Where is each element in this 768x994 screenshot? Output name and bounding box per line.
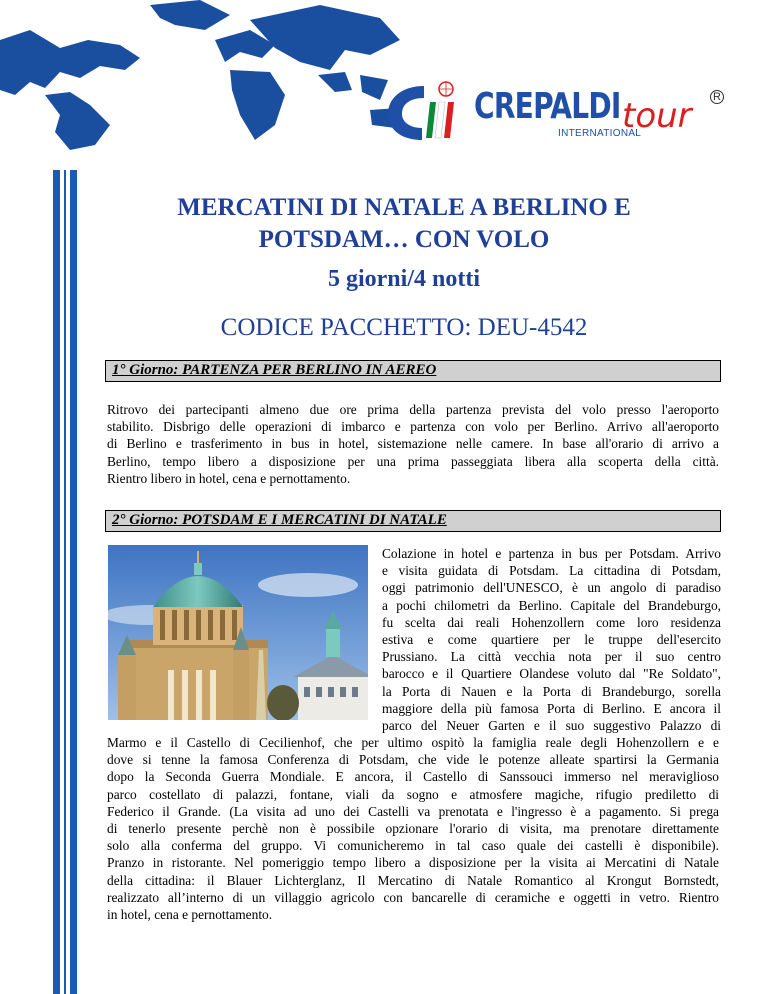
text-line: Pranzo in ristorante. Nel pomeriggio tempo libero a disposizione per la visita ai Mercatini di Natale (107, 855, 719, 871)
text-line: realizzato all’interno di un villaggio agricolo con bancarelle di ceramiche e oggetti in vetro. Rientro (107, 889, 719, 905)
text-line: solo alla conferma del gruppo. Vi comunicheremo in tal caso quale dei castelli è disponibile). (107, 838, 719, 854)
text-line: Berlino, tempo libero a disposizione per una prima passeggiata libera alla scoperta della città. (107, 453, 719, 469)
text-line: e visita guidata di Potsdam. La cittadina di Potsdam, (382, 563, 721, 579)
text-line: barocco e il Quartiere Olandese voluto dal "Re Soldato", (382, 666, 721, 682)
day-1-description (107, 401, 719, 487)
brand-name: CREPALDI (474, 86, 621, 127)
trip-duration: 5 giorni/4 notti (327, 266, 480, 292)
stripe (70, 170, 77, 994)
crepaldi-tour-logo (384, 80, 744, 144)
package-code: CODICE PACCHETTO: DEU-4542 (220, 314, 588, 341)
title-line: MERCATINI DI NATALE A BERLINO E (177, 194, 631, 221)
text-line: dopo la Seconda Guerra Mondiale. E ancora, il Castello di Sanssouci immerso nel meraviglioso (107, 769, 719, 785)
text-line: la Porta di Nauen e la Porta di Brandeburgo, sorella (382, 683, 721, 699)
day-2-description (107, 734, 719, 923)
day-1-header-label: 1° Giorno: PARTENZA PER BERLINO IN AEREO (112, 362, 437, 378)
text-line: Federico il Grande. (La visita ad uno dei Castelli va prenotata e l'ingresso è a pagamento. Si prega (107, 803, 719, 819)
text-line: della cittadina: il Blauer Lichterglanz, Il Mercatino di Natale Romantico al Krongut Bornstedt, (107, 872, 719, 888)
text-line: stabilito. Disbrigo delle operazioni di imbarco e partenza con volo per Berlino. Arrivo all'aeroporto (107, 419, 719, 435)
day-2-side-text (382, 545, 721, 734)
text-line: di tenerlo presente perchè non è possibile opzionare l'orario di visita, ma prenotare direttamente (107, 821, 719, 837)
text-line: in hotel, cena e pernottamento. (107, 907, 273, 923)
page-title (104, 192, 704, 256)
brand-tour: tour (622, 96, 692, 136)
text-line: Rientro libero in hotel, cena e pernottamento. (107, 470, 351, 486)
text-line: Marmo e il Castello di Cecilienhof, che per ultimo ospitò la famiglia reale degli Hohenzollern e e (107, 735, 719, 750)
text-line: di Berlino e trasferimento in bus in hotel, sistemazione nelle camere. In base all'orario di arrivo a (107, 436, 719, 452)
text-line: parco costellato di palazzi, fontane, viali da sogno e atmosfere magiche, rifugio prediletto di (107, 786, 719, 802)
text-line: oggi patrimonio dell'UNESCO, è un angolo di paradiso (382, 580, 721, 596)
text-line: a pochi chilometri da Berlino. Capitale del Brandeburgo, (382, 597, 721, 613)
text-line: fu scelta dai reali Hohenzollern come loro residenza (382, 614, 721, 630)
decorative-stripes (53, 170, 77, 994)
text-line: dove si tenne la famosa Conferenza di Potsdam, che vide le potenze alleate spartirsi la Germania (107, 752, 719, 768)
text-line: Prussiano. La città vecchia nota per il suo centro (382, 649, 721, 665)
text-line: maggiore della più famosa Porta di Berlino. E ancora il (382, 700, 721, 716)
stripe (64, 170, 66, 994)
registered-mark: R (710, 90, 724, 104)
text-line: estiva e come quartiere per le truppe dell'esercito (382, 632, 721, 648)
text-line: Ritrovo dei partecipanti almeno due ore prima della partenza prevista del volo presso l'aeroporto (107, 402, 719, 417)
logo-mark-icon (384, 80, 464, 144)
title-line: POTSDAM… CON VOLO (258, 226, 550, 253)
day-2-header (105, 510, 721, 532)
potsdam-photo (108, 545, 368, 720)
brand-international: INTERNATIONAL (558, 128, 642, 139)
day-1-header (105, 360, 721, 382)
stripe (53, 170, 60, 994)
text-line: Colazione in hotel e partenza in bus per Potsdam. Arrivo (382, 546, 721, 561)
world-map-graphic (0, 0, 400, 150)
text-line: parco del Neuer Garten e il suo suggestivo Palazzo di (382, 718, 721, 734)
day-2-header-label: 2° Giorno: POTSDAM E I MERCATINI DI NATALE (112, 512, 447, 528)
